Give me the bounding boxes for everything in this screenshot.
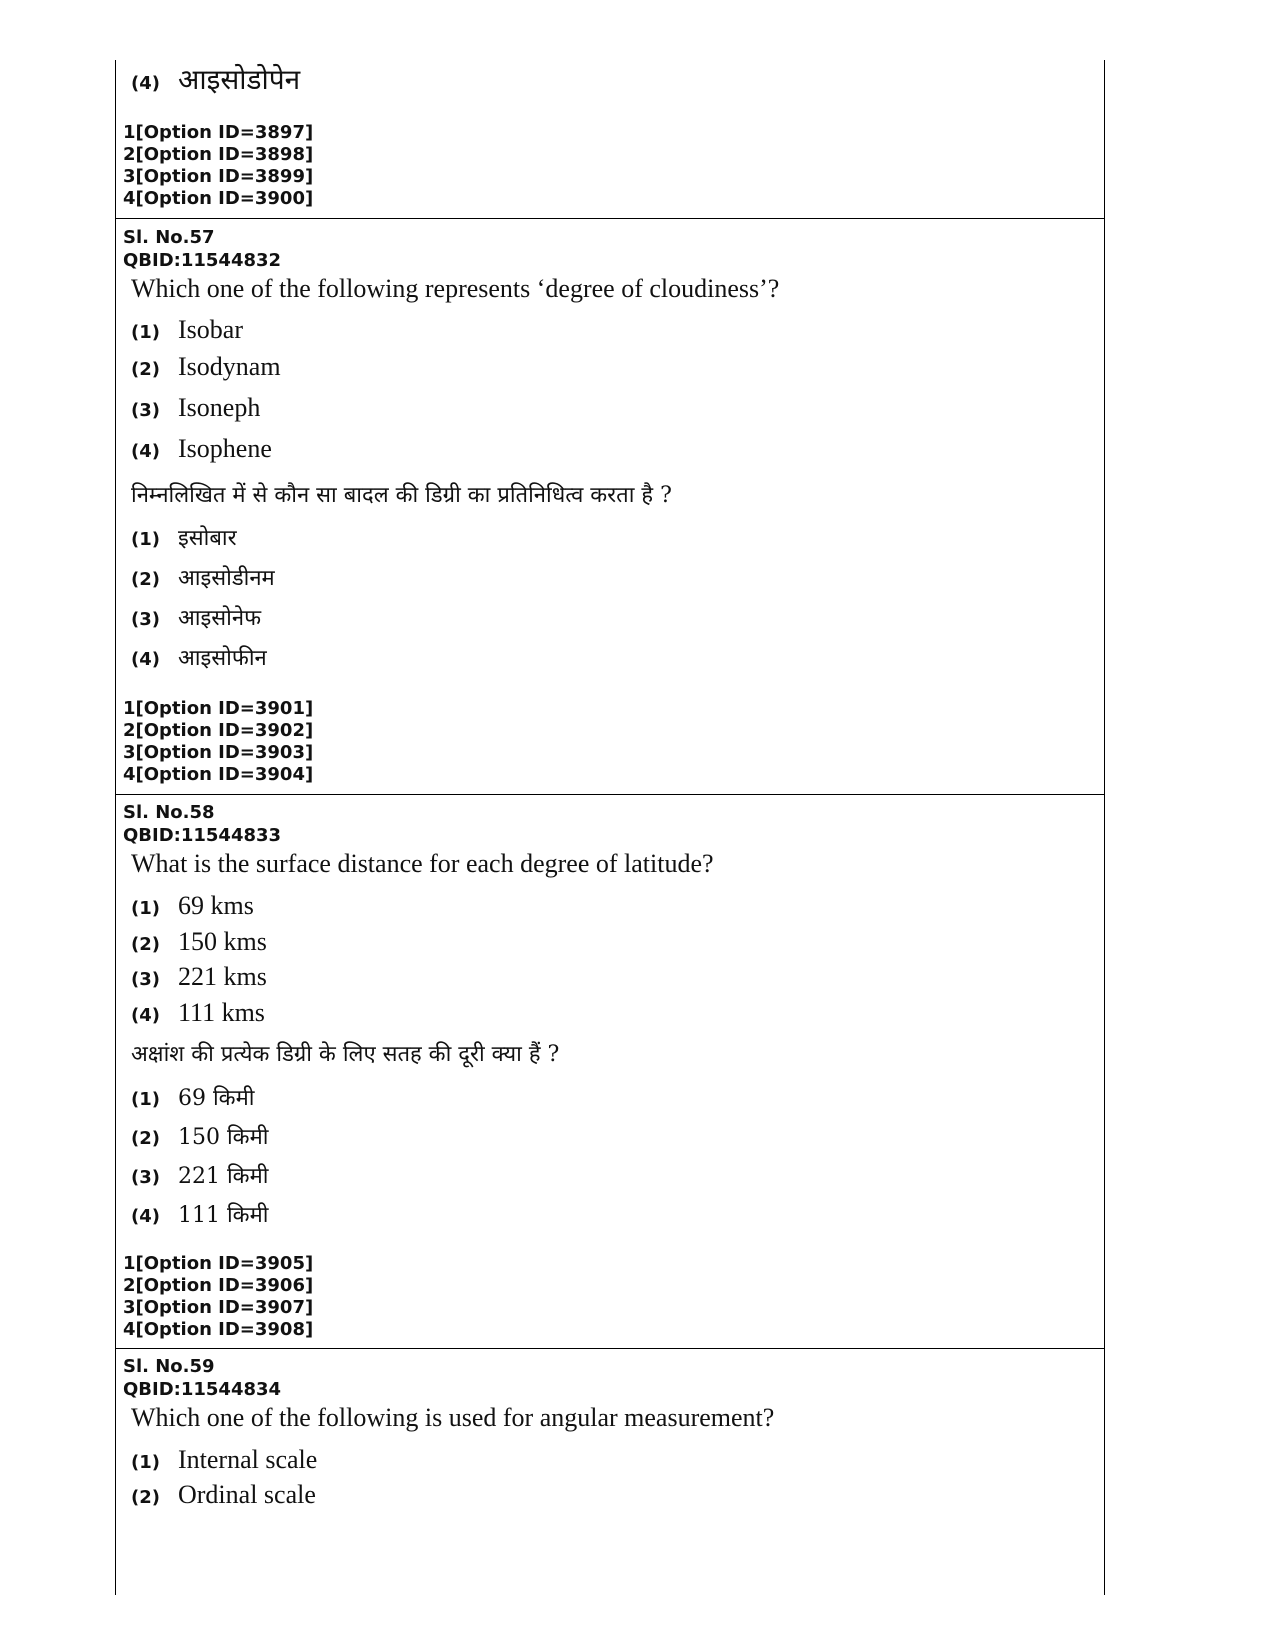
option-hi-4: [131, 1199, 268, 1229]
option-number: (3): [131, 1167, 160, 1188]
option-text: 111 किमी: [178, 1203, 269, 1228]
question-table: [115, 60, 1105, 1595]
option-text: 69 किमी: [178, 1086, 255, 1111]
option-id: 2[Option ID=3902]: [123, 720, 314, 741]
option-text: आइसोडोपेन: [178, 63, 301, 96]
option-number: (4): [131, 73, 160, 94]
option-id: 1[Option ID=3901]: [123, 698, 314, 719]
option-text: 111 kms: [178, 998, 265, 1027]
option-id: 3[Option ID=3907]: [123, 1297, 314, 1318]
option-hi-3: [131, 602, 261, 632]
option-id: 4[Option ID=3900]: [123, 188, 314, 209]
option-text: Isophene: [178, 434, 272, 463]
option-en-1: [131, 315, 243, 345]
option-text: 150 kms: [178, 927, 267, 956]
question-meta-59: [123, 1355, 281, 1401]
option-number: (1): [131, 898, 160, 919]
option-hi-2: [131, 562, 275, 592]
option-en-4: [131, 998, 265, 1028]
option-en-3: [131, 962, 267, 992]
qbid: QBID:11544832: [123, 250, 282, 271]
option-number: (2): [131, 1487, 160, 1508]
option-text: Ordinal scale: [178, 1480, 316, 1509]
question-text-en: What is the surface distance for each degree of latitude?: [131, 849, 714, 878]
option-number: (1): [131, 1089, 160, 1110]
option-ids-58: [123, 1253, 313, 1341]
option-number: (4): [131, 1206, 160, 1227]
prev-option-ids: [123, 122, 313, 210]
option-number: (2): [131, 934, 160, 955]
serial-number: Sl. No.57: [123, 227, 215, 248]
option-text: आइसोफीन: [178, 646, 267, 671]
question-text-en: Which one of the following is used for angular measurement?: [131, 1403, 775, 1432]
question-text-hi: निम्नलिखित में से कौन सा बादल की डिग्री का प्रतिनिधित्व करता है ?: [131, 483, 672, 508]
serial-number: Sl. No.58: [123, 802, 215, 823]
row-divider: [116, 794, 1104, 795]
option-number: (1): [131, 322, 160, 343]
option-text: Isobar: [178, 315, 243, 344]
option-id: 3[Option ID=3903]: [123, 742, 314, 763]
option-en-2: [131, 1480, 316, 1510]
qbid: QBID:11544833: [123, 825, 282, 846]
option-hi-4: [131, 642, 267, 672]
serial-number: Sl. No.59: [123, 1356, 215, 1377]
option-id: 3[Option ID=3899]: [123, 166, 314, 187]
option-hi-2: [131, 1121, 268, 1151]
option-id: 2[Option ID=3906]: [123, 1275, 314, 1296]
option-en-2: [131, 352, 281, 382]
qbid: QBID:11544834: [123, 1379, 282, 1400]
option-number: (4): [131, 1005, 160, 1026]
option-number: (3): [131, 969, 160, 990]
option-number: (2): [131, 1128, 160, 1149]
option-text: Isodynam: [178, 352, 281, 381]
row-divider: [116, 218, 1104, 219]
question-meta-58: [123, 801, 281, 847]
option-id: 1[Option ID=3897]: [123, 122, 314, 143]
option-text: 150 किमी: [178, 1125, 269, 1150]
option-id: 2[Option ID=3898]: [123, 144, 314, 165]
option-text: Isoneph: [178, 393, 261, 422]
option-number: (2): [131, 359, 160, 380]
option-number: (2): [131, 569, 160, 590]
option-number: (1): [131, 529, 160, 550]
option-ids-57: [123, 698, 313, 786]
option-en-4: [131, 434, 272, 464]
option-en-1: [131, 891, 254, 921]
option-number: (3): [131, 609, 160, 630]
option-id: 4[Option ID=3908]: [123, 1319, 314, 1340]
option-text: इसोबार: [178, 526, 237, 551]
option-text: आइसोडीनम: [178, 566, 275, 591]
question-text-en: Which one of the following represents ‘degree of cloudiness’?: [131, 274, 780, 303]
option-number: (3): [131, 400, 160, 421]
option-text: Internal scale: [178, 1445, 318, 1474]
question-text-hi: अक्षांश की प्रत्येक डिग्री के लिए सतह की दूरी क्या हैं ?: [131, 1042, 560, 1067]
question-meta-57: [123, 226, 281, 272]
option-en-3: [131, 393, 260, 423]
option-number: (4): [131, 441, 160, 462]
option-number: (4): [131, 649, 160, 670]
option-en-1: [131, 1445, 317, 1475]
option-id: 4[Option ID=3904]: [123, 764, 314, 785]
option-hi-1: [131, 1082, 254, 1112]
option-number: (1): [131, 1452, 160, 1473]
row-divider: [116, 1348, 1104, 1349]
option-text: 221 kms: [178, 962, 267, 991]
option-id: 1[Option ID=3905]: [123, 1253, 314, 1274]
prev-option-4: [131, 60, 300, 98]
option-text: 221 किमी: [178, 1164, 269, 1189]
option-text: आइसोनेफ: [178, 606, 262, 631]
option-text: 69 kms: [178, 891, 254, 920]
option-hi-3: [131, 1160, 268, 1190]
option-en-2: [131, 927, 267, 957]
option-hi-1: [131, 522, 237, 552]
